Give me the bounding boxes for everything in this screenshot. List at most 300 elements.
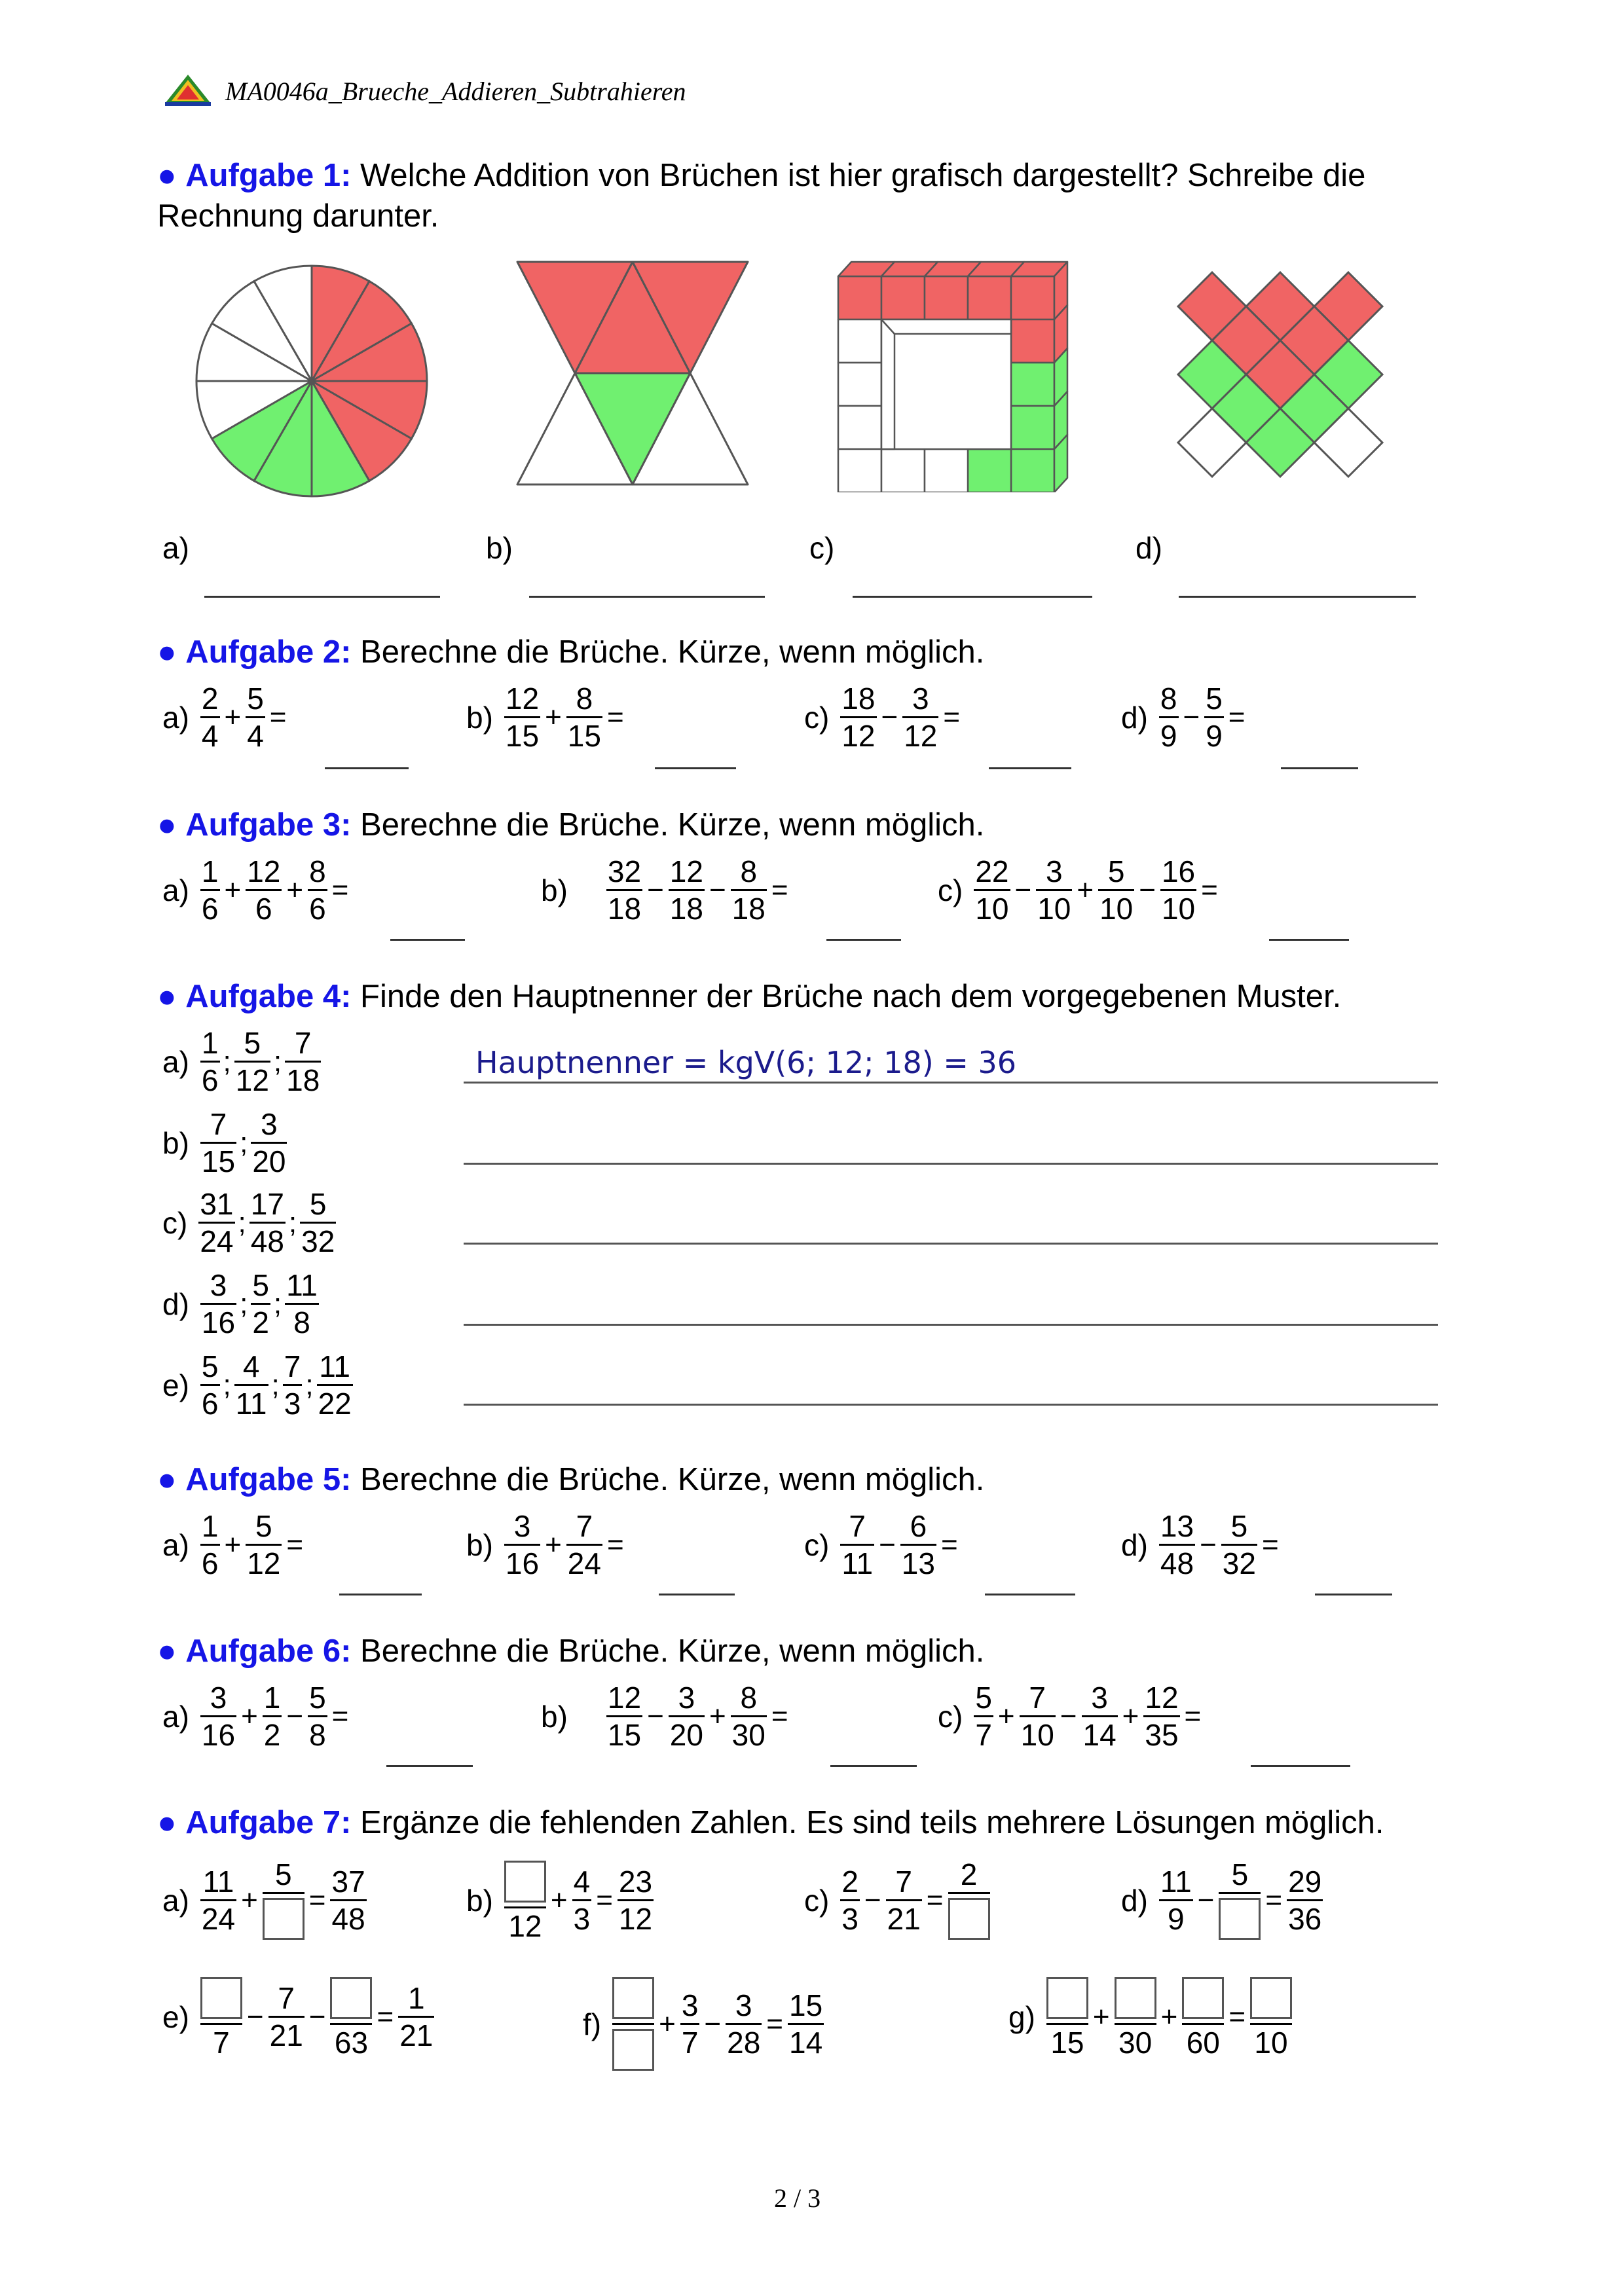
denominator: 20 (669, 1718, 703, 1752)
empty-answer-box[interactable] (200, 1977, 242, 2019)
denominator: 13 (901, 1546, 935, 1580)
denominator: 3 (284, 1387, 301, 1421)
operator: − (246, 2000, 264, 2033)
answer-label-c: c) (809, 531, 835, 565)
answer-line-4a[interactable] (464, 1082, 1438, 1084)
denominator: 7 (213, 2026, 230, 2060)
numerator: 8 (740, 1681, 758, 1715)
expression-a7-c (804, 1857, 992, 1944)
denominator: 6 (201, 1387, 219, 1421)
numerator: 3 (1091, 1681, 1108, 1715)
empty-answer-box[interactable] (1182, 1977, 1224, 2019)
denominator: 3 (841, 1902, 858, 1936)
task-4-heading: ● Aufgabe 4: Finde den Hauptnenner der Brüche nach dem vorgegebenen Muster. (157, 979, 1342, 1014)
denominator: 36 (1288, 1902, 1322, 1936)
operator: = (331, 1700, 349, 1732)
page-number: 2 / 3 (774, 2183, 821, 2213)
separator: ; (223, 1045, 231, 1078)
operator: + (997, 1700, 1015, 1732)
operator: + (1092, 2000, 1110, 2033)
fraction (948, 1857, 990, 1944)
fraction (234, 1025, 270, 1098)
fraction (612, 1973, 654, 2075)
denominator: 18 (669, 892, 703, 926)
denominator: 32 (1222, 1546, 1256, 1580)
fraction (263, 1857, 304, 1944)
fraction-bar (263, 1892, 304, 1894)
denominator: 20 (252, 1144, 286, 1178)
answer-blank-5c[interactable] (985, 1594, 1075, 1595)
cube-face (968, 449, 1011, 492)
numerator: 3 (513, 1509, 531, 1543)
fraction-bar (612, 2023, 654, 2025)
numerator: 13 (1160, 1509, 1194, 1543)
item-label: b) (541, 873, 568, 907)
task-2-text: Berechne die Brüche. Kürze, wenn möglich. (360, 634, 985, 670)
denominator: 6 (201, 1546, 219, 1580)
denominator: 4 (201, 719, 219, 753)
empty-answer-box[interactable] (1046, 1977, 1088, 2019)
empty-answer-box[interactable] (1115, 1977, 1156, 2019)
fraction (1159, 681, 1179, 754)
denominator: 10 (1099, 892, 1134, 926)
item-label: g) (1008, 1999, 1035, 2034)
denominator: 16 (201, 1305, 236, 1339)
answer-blank-5b[interactable] (659, 1594, 735, 1595)
item-label: a) (162, 1699, 189, 1734)
answer-blank-6a[interactable] (386, 1765, 473, 1767)
numerator: 3 (261, 1107, 278, 1141)
operator: = (596, 1884, 613, 1916)
numerator: 1 (201, 854, 219, 888)
numerator: 3 (912, 682, 929, 716)
denominator: 24 (201, 1902, 236, 1936)
fraction (886, 1864, 922, 1937)
denominator: 2 (263, 1718, 281, 1752)
denominator: 12 (247, 1546, 281, 1580)
operator: − (879, 1528, 896, 1561)
denominator: 15 (1050, 2026, 1084, 2060)
numerator: 12 (247, 854, 281, 888)
fraction (200, 1680, 236, 1753)
denominator: 48 (331, 1902, 365, 1936)
operator: = (1265, 1884, 1283, 1916)
answer-label-d: d) (1135, 531, 1162, 565)
fraction (1046, 1973, 1088, 2060)
fraction (1160, 854, 1196, 926)
answer-blank-3b[interactable] (826, 939, 901, 941)
fraction (566, 681, 602, 754)
denominator: 12 (841, 719, 876, 753)
denominator: 9 (1160, 719, 1177, 753)
item-label: c) (804, 1527, 830, 1562)
numerator: 3 (210, 1681, 227, 1715)
operator: + (241, 1884, 258, 1916)
empty-answer-box[interactable] (504, 1861, 546, 1903)
expression-a7-e (162, 1973, 436, 2060)
cube-face (1011, 449, 1054, 492)
operator: = (771, 873, 788, 906)
operator: − (1200, 1528, 1217, 1561)
operator: = (1201, 873, 1218, 906)
numerator: 11 (319, 1349, 351, 1383)
numerator: 4 (573, 1865, 591, 1899)
fraction (246, 854, 282, 926)
operator: + (286, 873, 304, 906)
frame-hole (881, 319, 1011, 449)
item-label: e) (162, 1368, 189, 1402)
numerator: 3 (210, 1268, 227, 1302)
fraction (330, 1973, 372, 2060)
denominator: 12 (904, 719, 938, 753)
fraction (1020, 1680, 1056, 1753)
denominator: 12 (508, 1909, 542, 1943)
answer-label-b: b) (486, 531, 513, 565)
numerator: 8 (740, 854, 758, 888)
answer-line-b[interactable] (529, 596, 765, 598)
expression-a5-c (804, 1508, 961, 1581)
answer-line-d[interactable] (1179, 596, 1416, 598)
fraction (1250, 1973, 1292, 2060)
cube-face (838, 276, 881, 319)
denominator: 15 (201, 1144, 236, 1178)
fraction (504, 1857, 546, 1944)
expression-a6-b (541, 1680, 791, 1753)
fraction (618, 1864, 654, 1937)
task-6-text: Berechne die Brüche. Kürze, wenn möglich. (360, 1633, 985, 1669)
empty-answer-box[interactable] (263, 1898, 304, 1940)
operator: = (377, 2000, 394, 2033)
operator: = (606, 701, 624, 733)
fraction (1219, 1857, 1261, 1944)
expression-a7-g (1008, 1973, 1294, 2060)
operator: = (926, 1884, 944, 1916)
item-label: a) (162, 1527, 189, 1562)
numerator: 1 (201, 1026, 219, 1060)
expression-a4-d (162, 1267, 321, 1340)
item-label: c) (804, 700, 830, 735)
answer-line-4b[interactable] (464, 1163, 1438, 1165)
fraction (1159, 1508, 1195, 1581)
denominator: 2 (252, 1305, 269, 1339)
fraction (1098, 854, 1134, 926)
answer-blank-6c[interactable] (1251, 1765, 1350, 1767)
expression-a2-b (466, 681, 627, 754)
task-7-text: Ergänze die fehlenden Zahlen. Es sind teils mehrere Lösungen möglich. (360, 1805, 1384, 1840)
item-label: a) (162, 700, 189, 735)
empty-answer-box[interactable] (1250, 1977, 1292, 2019)
operator: + (545, 701, 562, 733)
numerator: 3 (678, 1681, 695, 1715)
fraction (200, 1973, 242, 2060)
fraction (669, 1680, 705, 1753)
answer-blank-6b[interactable] (830, 1765, 917, 1767)
fraction (330, 1864, 366, 1937)
figure-pie-chart (190, 259, 434, 503)
fraction (246, 1508, 282, 1581)
numerator: 5 (1107, 854, 1125, 888)
denominator: 9 (1206, 719, 1223, 753)
expression-a2-a (162, 681, 289, 754)
answer-line-4e[interactable] (464, 1404, 1438, 1406)
answer-blank-2b[interactable] (655, 767, 736, 769)
answer-line-a[interactable] (204, 596, 440, 598)
numerator: 5 (255, 1509, 272, 1543)
denominator: 28 (727, 2026, 761, 2060)
fraction (731, 1680, 767, 1753)
empty-answer-box[interactable] (948, 1898, 990, 1940)
operator: − (1139, 873, 1156, 906)
operator: = (606, 1528, 624, 1561)
denominator: 63 (334, 2026, 369, 2060)
numerator: 2 (841, 1865, 858, 1899)
denominator: 12 (235, 1063, 269, 1097)
denominator: 7 (975, 1718, 992, 1752)
answer-blank-2c[interactable] (989, 767, 1071, 769)
answer-blank-5a[interactable] (339, 1594, 422, 1595)
fraction (263, 1680, 282, 1753)
fraction (680, 1988, 700, 2060)
hole-wall (881, 319, 895, 449)
empty-answer-box[interactable] (612, 2029, 654, 2071)
numerator: 5 (201, 1349, 219, 1383)
operator: − (1183, 701, 1200, 733)
task-6-heading: ● Aufgabe 6: Berechne die Brüche. Kürze, wenn möglich. (157, 1633, 985, 1669)
empty-answer-box[interactable] (1219, 1898, 1261, 1940)
answer-line-c[interactable] (853, 596, 1092, 598)
operator: = (269, 701, 287, 733)
denominator: 30 (1118, 2026, 1153, 2060)
task-7-label: Aufgabe 7: (185, 1805, 352, 1840)
numerator: 5 (252, 1268, 269, 1302)
denominator: 18 (731, 892, 766, 926)
numerator: 16 (1161, 854, 1196, 888)
fraction (572, 1864, 592, 1937)
separator: ; (305, 1368, 314, 1401)
item-label: c) (938, 1699, 963, 1734)
numerator: 12 (1145, 1681, 1179, 1715)
denominator: 6 (201, 892, 219, 926)
task-1-label: Aufgabe 1: (185, 158, 352, 193)
operator: − (1060, 1700, 1077, 1732)
cube-face (1011, 319, 1054, 363)
denominator: 21 (269, 2018, 303, 2052)
empty-answer-box[interactable] (612, 1977, 654, 2019)
fraction (1182, 1973, 1224, 2060)
fraction (283, 1349, 303, 1421)
denominator: 18 (286, 1063, 320, 1097)
expression-a5-d (1121, 1508, 1282, 1581)
fraction (840, 1864, 860, 1937)
numerator: 7 (895, 1865, 912, 1899)
operator: = (771, 1700, 788, 1732)
item-label: d) (1121, 700, 1148, 735)
expression-a4-c (162, 1186, 338, 1259)
item-label: b) (466, 700, 493, 735)
expression-a3-b (541, 854, 791, 926)
operator: + (1160, 2000, 1178, 2033)
figure-triangles (511, 259, 753, 488)
separator: ; (223, 1368, 231, 1401)
numerator: 29 (1288, 1865, 1322, 1899)
fraction (1036, 854, 1072, 926)
numerator: 5 (1231, 1857, 1249, 1891)
numerator: 5 (1206, 682, 1223, 716)
denominator: 4 (247, 719, 264, 753)
cube-face (838, 319, 881, 363)
denominator: 15 (607, 1718, 642, 1752)
fraction (200, 1267, 236, 1340)
numerator: 32 (607, 854, 642, 888)
numerator: 5 (309, 1681, 326, 1715)
operator: − (704, 2007, 722, 2040)
fraction (840, 1508, 874, 1581)
numerator: 8 (1160, 682, 1177, 716)
denominator: 10 (1161, 892, 1196, 926)
fraction-bar (1219, 1892, 1261, 1894)
fraction (504, 1508, 540, 1581)
task-4-label: Aufgabe 4: (185, 979, 352, 1014)
fraction (566, 1508, 602, 1581)
fraction (251, 1106, 287, 1179)
expression-a6-a (162, 1680, 351, 1753)
fraction (731, 854, 767, 926)
expression-a2-c (804, 681, 963, 754)
denominator: 6 (255, 892, 272, 926)
answer-line-4d[interactable] (464, 1324, 1438, 1326)
tree-logo-icon (162, 73, 213, 107)
operator: − (1197, 1884, 1215, 1916)
task-1-text: Welche Addition von Brüchen ist hier grafisch dargestellt? Schreibe die (360, 158, 1366, 193)
task-5-label: Aufgabe 5: (185, 1462, 352, 1497)
answer-blank-3a[interactable] (390, 939, 465, 941)
fraction (606, 854, 642, 926)
operator: + (709, 1700, 726, 1732)
fraction (200, 1106, 236, 1179)
cube-face (838, 363, 881, 406)
denominator: 60 (1186, 2026, 1220, 2060)
operator: − (647, 873, 664, 906)
expression-a6-c (938, 1680, 1204, 1753)
fraction (249, 1186, 286, 1259)
numerator: 1 (263, 1681, 281, 1715)
denominator: 35 (1145, 1718, 1179, 1752)
numerator: 23 (618, 1865, 653, 1899)
operator: − (709, 873, 726, 906)
separator: ; (271, 1368, 280, 1401)
denominator: 8 (293, 1305, 310, 1339)
operator: + (224, 701, 242, 733)
fraction-bar (948, 1892, 990, 1894)
denominator: 48 (1160, 1546, 1194, 1580)
cube-face (925, 449, 968, 492)
numerator: 6 (910, 1509, 927, 1543)
denominator: 48 (250, 1224, 284, 1258)
expression-a7-f (583, 1973, 826, 2075)
fraction (200, 1349, 220, 1421)
fraction (300, 1186, 336, 1259)
operator: = (1228, 701, 1246, 733)
answer-blank-2d[interactable] (1281, 767, 1358, 769)
numerator: 5 (1230, 1509, 1248, 1543)
denominator: 9 (1167, 1902, 1185, 1936)
answer-label-a: a) (162, 531, 189, 565)
operator: + (1122, 1700, 1139, 1732)
expression-a4-e (162, 1349, 355, 1421)
figure-diamond-squares (1159, 257, 1401, 492)
separator: ; (288, 1206, 297, 1239)
cube-face (881, 449, 925, 492)
fraction (1221, 1508, 1257, 1581)
fraction (1204, 681, 1224, 754)
denominator: 8 (309, 1718, 326, 1752)
denominator: 10 (1254, 2026, 1288, 2060)
separator: ; (240, 1287, 248, 1320)
task-5-text: Berechne die Brüche. Kürze, wenn möglich. (360, 1462, 985, 1497)
numerator: 11 (286, 1268, 318, 1302)
task-3-text: Berechne die Brüche. Kürze, wenn möglich. (360, 807, 985, 843)
fraction (268, 1980, 304, 2053)
answer-blank-3c[interactable] (1269, 939, 1349, 941)
cube-face (881, 276, 925, 319)
numerator: 4 (242, 1349, 260, 1383)
handwritten-example: Hauptnenner = kgV(6; 12; 18) = 36 (475, 1045, 1017, 1080)
operator: = (940, 1528, 958, 1561)
denominator: 12 (618, 1902, 653, 1936)
expression-a7-b (466, 1857, 655, 1944)
operator: + (224, 1528, 242, 1561)
task-2-label: Aufgabe 2: (185, 634, 352, 670)
task-3-label: Aufgabe 3: (185, 807, 352, 843)
numerator: 12 (505, 682, 540, 716)
item-label: a) (162, 1883, 189, 1918)
operator: = (308, 1884, 326, 1916)
cube-face (1011, 363, 1054, 406)
numerator: 1 (407, 1981, 425, 2015)
numerator: 22 (975, 854, 1009, 888)
numerator: 7 (849, 1509, 866, 1543)
operator: − (308, 2000, 326, 2033)
cube-face (968, 276, 1011, 319)
task-1-text-2: Rechnung darunter. (157, 198, 439, 234)
denominator: 6 (309, 892, 326, 926)
separator: ; (273, 1045, 282, 1078)
answer-blank-2a[interactable] (325, 767, 409, 769)
numerator: 7 (210, 1107, 227, 1141)
hole-wall (881, 319, 1011, 334)
denominator: 15 (567, 719, 601, 753)
denominator: 16 (505, 1546, 540, 1580)
numerator: 17 (250, 1187, 284, 1221)
task-1-heading: ● Aufgabe 1: Welche Addition von Brüchen ist hier grafisch dargestellt? Schreibe die (157, 158, 1366, 193)
denominator: 7 (681, 2026, 699, 2060)
numerator: 1 (201, 1509, 219, 1543)
separator: ; (240, 1126, 248, 1159)
denominator: 6 (201, 1063, 219, 1097)
fraction (974, 1680, 993, 1753)
denominator: 11 (235, 1387, 267, 1421)
numerator: 11 (202, 1865, 234, 1899)
expression-a5-a (162, 1508, 306, 1581)
answer-blank-5d[interactable] (1315, 1594, 1392, 1595)
fraction (200, 854, 220, 926)
item-label: c) (938, 873, 963, 907)
fraction (902, 681, 938, 754)
answer-line-4c[interactable] (464, 1243, 1438, 1245)
empty-answer-box[interactable] (330, 1977, 372, 2019)
numerator: 37 (331, 1865, 365, 1899)
item-label: d) (1121, 1883, 1148, 1918)
